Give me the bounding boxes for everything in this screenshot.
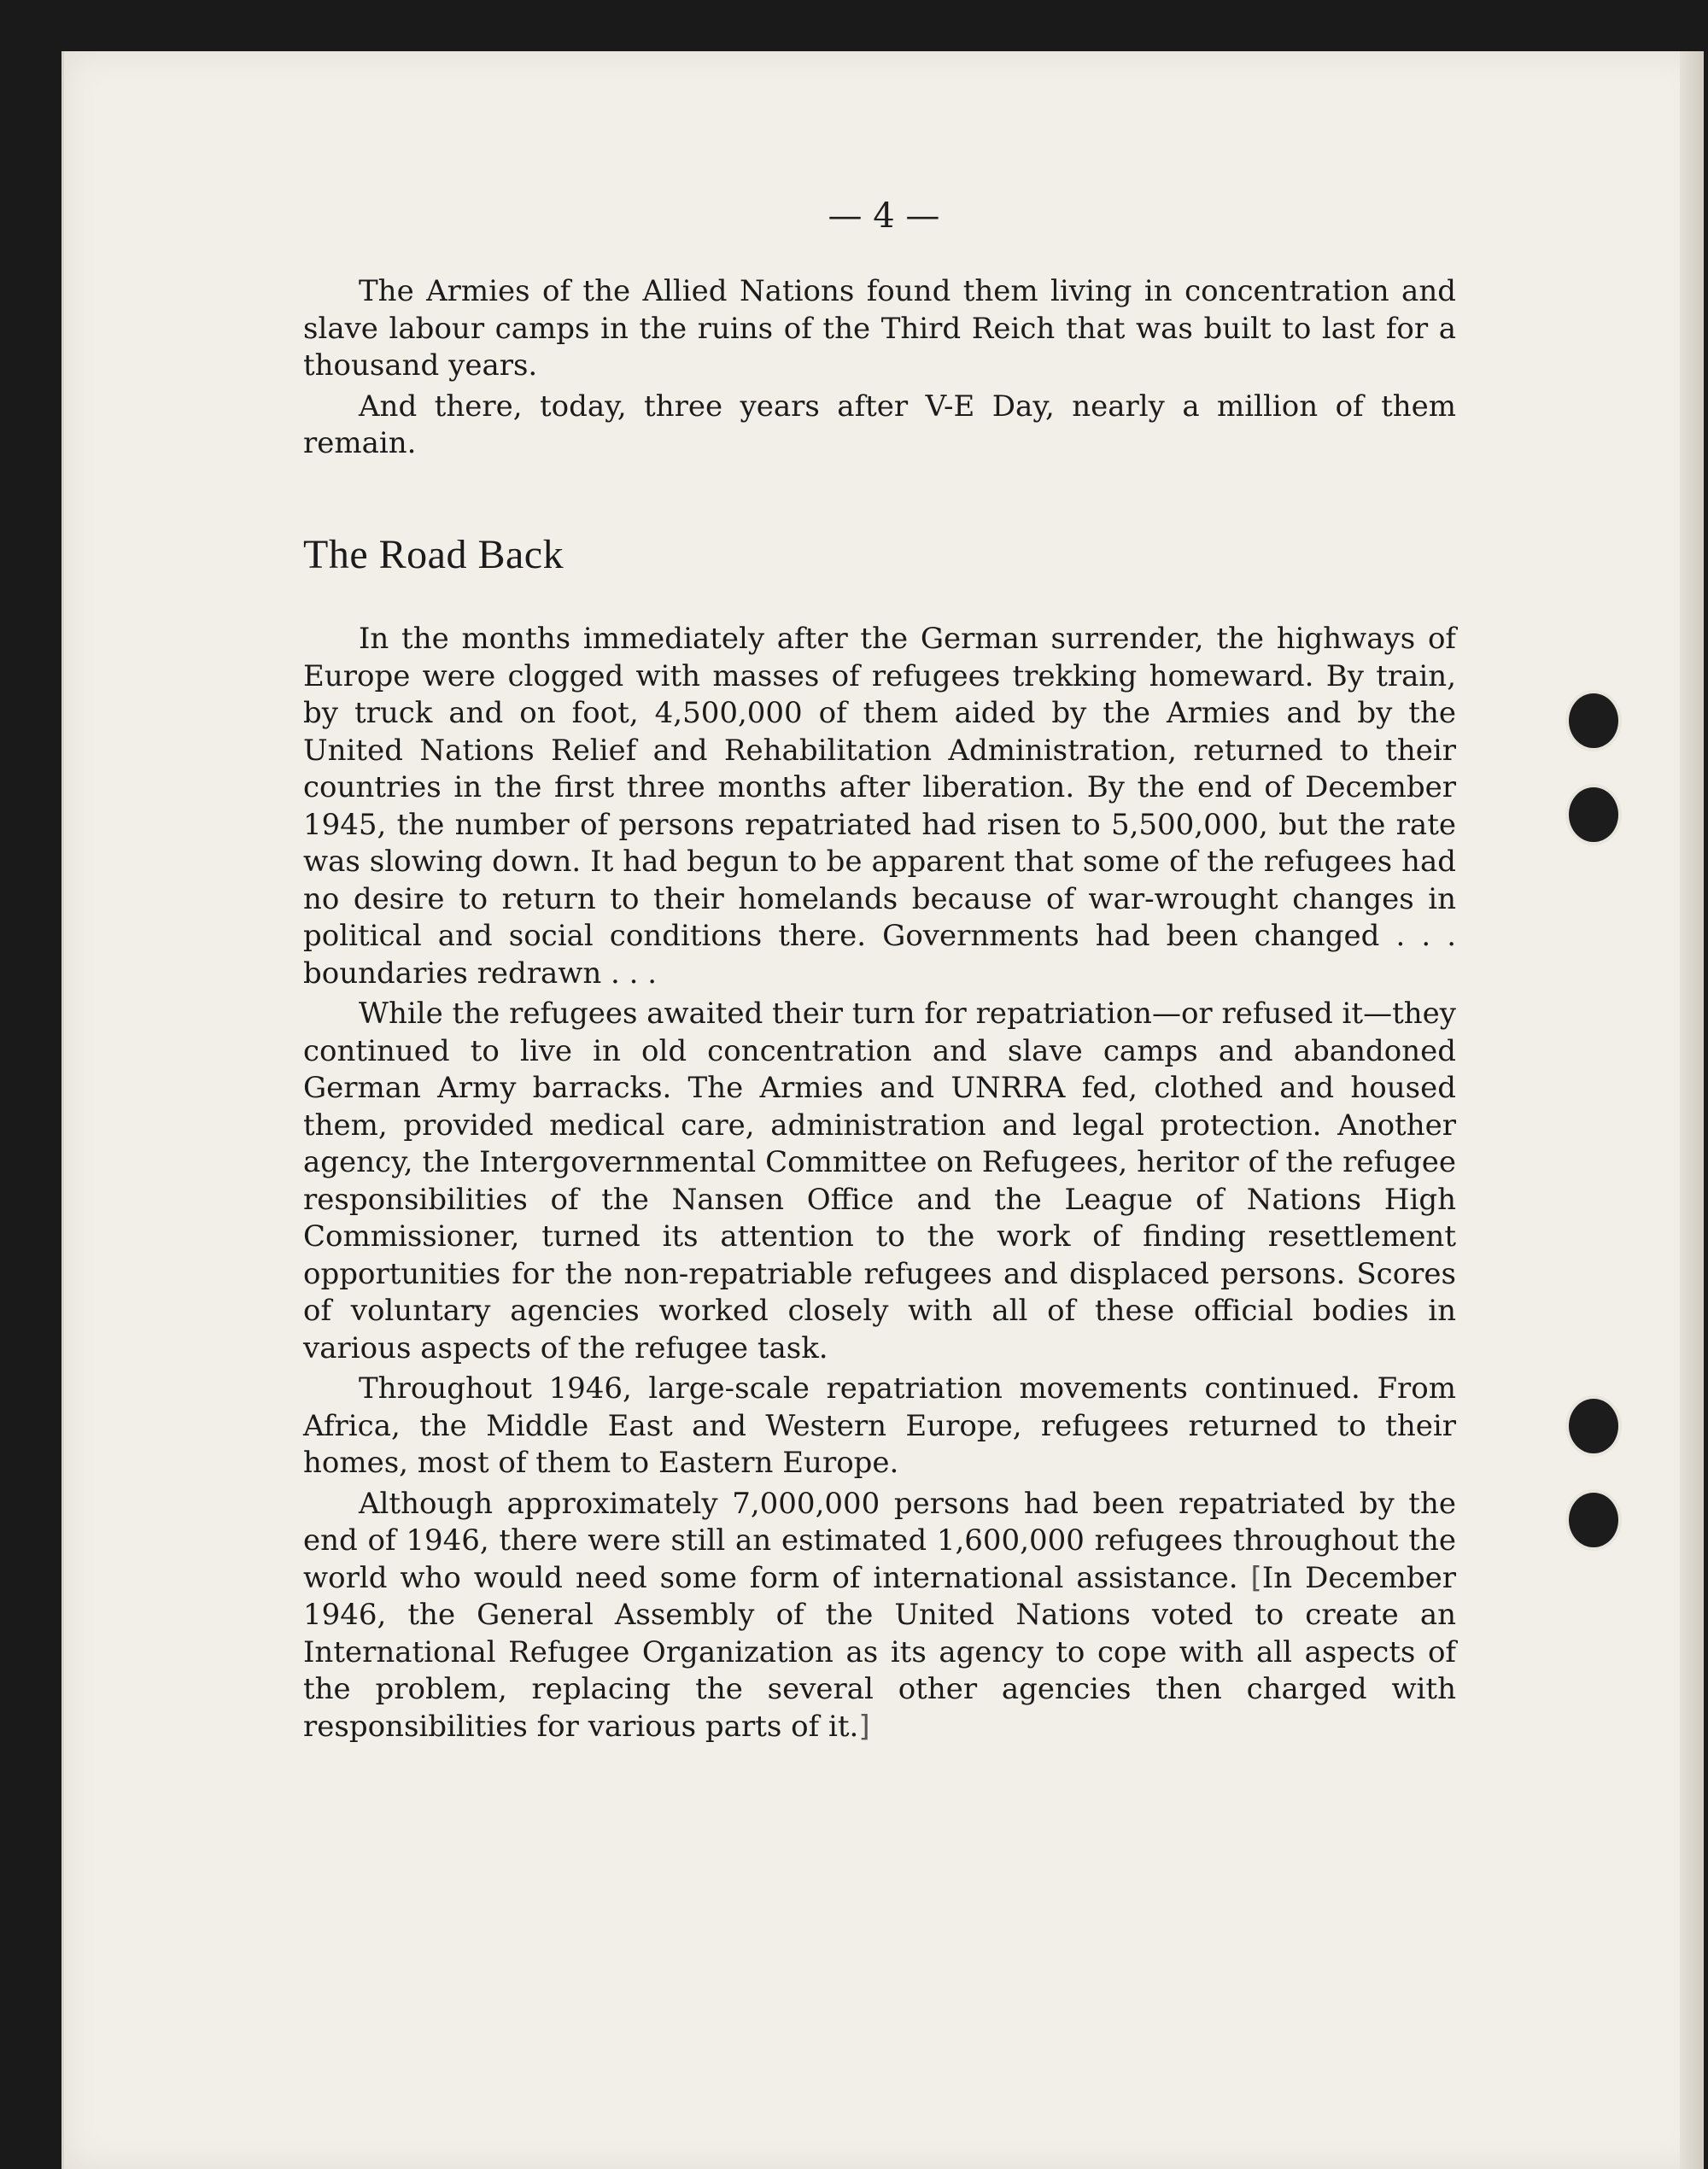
punch-hole bbox=[1569, 693, 1618, 748]
punch-hole bbox=[1569, 787, 1618, 842]
editorial-bracket-open: [ bbox=[1250, 1560, 1262, 1595]
section-paragraph-3: Throughout 1946, large-scale repatriation movements continued. From Africa, the Middle East and Western Europe, refugees returned to their homes, most of them to Eastern Europe. bbox=[303, 1371, 1456, 1480]
punch-hole bbox=[1569, 1493, 1618, 1547]
section-heading: The Road Back bbox=[303, 531, 564, 577]
editorial-bracket-close: ] bbox=[858, 1709, 870, 1744]
page-spine-edge bbox=[1680, 51, 1704, 2169]
punch-hole bbox=[1569, 1399, 1618, 1453]
section-paragraph-1: In the months immediately after the German surrender, the highways of Europe were clogged with masses of refugees trekking homeward. By train, by truck and on foot, 4,500,000 of them aided by the Armies and by the United Nations Relief and Rehabilitation Administration, returned to their countries in the first three months after liberation. By the end of December 1945, the number of persons repatriated had risen to 5,500,000, but the rate was slowing down. It had begun to be apparent that some of the refugees had no desire to return to their homelands because of war-wrought changes in political and social conditions there. Governments had been changed . . . boundaries redrawn . . . bbox=[303, 622, 1456, 991]
paragraph-text: Although approximately 7,000,000 persons had been repatriated by the end of 1946, there were still an estimated 1,600,000 refugees throughout the world who would need some form of international assistance. bbox=[303, 1486, 1456, 1595]
page-number: — 4 — bbox=[828, 196, 940, 236]
section-paragraph-2: While the refugees awaited their turn for repatriation—or refused it—they continued to live in old concentration and slave camps and abandoned German Army barracks. The Armies and UNRRA fed, clothed and housed them, provided medical care, administration and legal protection. Another agency, the Intergovernmental Committee on Refugees, heritor of the refugee responsibilities of the Nansen Office and the League of Nations High Commissioner, turned its attention to the work of finding resettlement opportunities for the non-repatriable refugees and displaced persons. Scores of voluntary agencies worked closely with all of these official bodies in various aspects of the refugee task. bbox=[303, 997, 1456, 1365]
intro-paragraph-1: The Armies of the Allied Nations found them living in concentration and slave labour camps in the ruins of the Third Reich that was built to last for a thousand years. bbox=[303, 274, 1456, 383]
marked-text: In December 1946, the General Assembly of the United Nations voted to create an International Refugee Organization as its agency to cope with all aspects of the problem, replacing the several other agencies then charged with responsibilities for various parts of it. bbox=[303, 1560, 1456, 1744]
page-body bbox=[303, 273, 1456, 1749]
intro-paragraph-2: And there, today, three years after V-E Day, nearly a million of them remain. bbox=[303, 389, 1456, 460]
section-paragraph-4 bbox=[303, 1486, 1456, 1746]
